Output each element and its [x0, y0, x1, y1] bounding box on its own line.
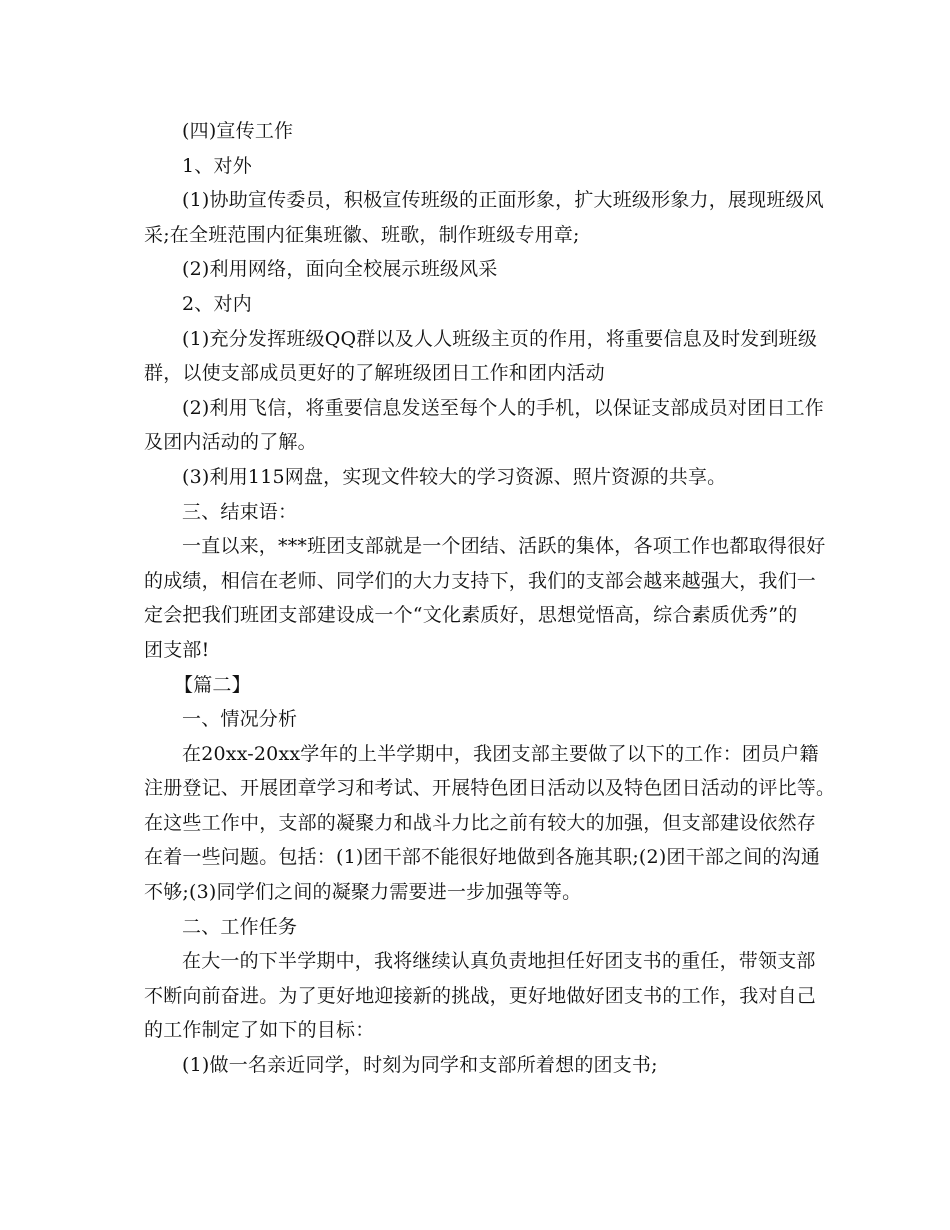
text-line: 团支部!: [144, 638, 210, 661]
text-line: (3)利用115网盘，实现文件较大的学习资源、照片资源的共享。: [182, 465, 727, 488]
text-line: 2、对内: [182, 292, 252, 315]
section-heading: 【篇二】: [174, 673, 251, 696]
document-body: [144, 114, 836, 1083]
text-line: 一直以来，***班团支部就是一个团结、活跃的集体，各项工作也都取得很好: [182, 535, 826, 558]
text-line: (1)协助宣传委员，积极宣传班级的正面形象，扩大班级形象力，展现班级风: [182, 189, 824, 212]
text-line: (1)做一名亲近同学，时刻为同学和支部所着想的团支书;: [182, 1054, 658, 1077]
text-line: 在20xx-20xx学年的上半学期中，我团支部主要做了以下的工作：团员户籍: [182, 742, 819, 765]
text-line: (2)利用飞信，将重要信息发送至每个人的手机，以保证支部成员对团日工作: [182, 396, 824, 419]
text-line: 1、对外: [182, 154, 252, 177]
text-line: 一、情况分析: [182, 708, 298, 731]
text-line: 在这些工作中，支部的凝聚力和战斗力比之前有较大的加强，但支部建设依然存: [144, 811, 817, 834]
text-line: 不够;(3)同学们之间的凝聚力需要进一步加强等等。: [144, 881, 582, 904]
text-line: 二、工作任务: [182, 915, 298, 938]
text-line: (1)充分发挥班级QQ群以及人人班级主页的作用，将重要信息及时发到班级: [182, 327, 818, 350]
text-line: 采;在全班范围内征集班徽、班歌，制作班级专用章;: [144, 223, 580, 246]
text-line: 群，以使支部成员更好的了解班级团日工作和团内活动: [144, 362, 605, 385]
text-line: 及团内活动的了解。: [144, 431, 317, 454]
text-line: 的成绩，相信在老师、同学们的大力支持下，我们的支部会越来越强大，我们一: [144, 569, 817, 592]
text-line: 在大一的下半学期中，我将继续认真负责地担任好团支书的重任，带领支部: [182, 950, 816, 973]
text-line: (2)利用网络，面向全校展示班级风采: [182, 258, 498, 281]
text-line: 注册登记、开展团章学习和考试、开展特色团日活动以及特色团日活动的评比等。: [144, 777, 836, 800]
text-line: 在着一些问题。包括：(1)团干部不能很好地做到各施其职;(2)团干部之间的沟通: [144, 846, 821, 869]
text-line: 定会把我们班团支部建设成一个“文化素质好，思想觉悟高，综合素质优秀”的: [144, 604, 798, 627]
text-line: 的工作制定了如下的目标：: [144, 1019, 375, 1042]
text-line: 不断向前奋进。为了更好地迎接新的挑战，更好地做好团支书的工作，我对自己: [144, 984, 817, 1007]
text-line: 三、结束语：: [182, 500, 298, 523]
text-line: (四)宣传工作: [182, 120, 294, 142]
